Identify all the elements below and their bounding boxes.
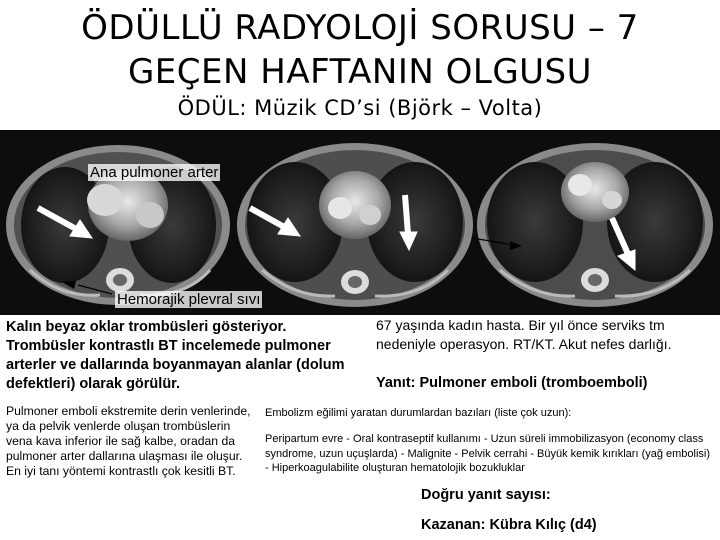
slide-subtitle: GEÇEN HAFTANIN OLGUSU [127, 52, 593, 92]
ct-slice-2 [237, 143, 473, 307]
winner-text: Kazanan: Kübra Kılıç (d4) [421, 517, 597, 533]
answer-text: Yanıt: Pulmoner emboli (tromboemboli) [376, 375, 648, 391]
label-hemorrhagic-pleural-fluid: Hemorajik plevral sıvı [117, 291, 261, 308]
risk-list: Peripartum evre - Oral kontraseptif kullanımı - Uzun süreli immobilizasyon (economy class syndrome, uzun uçuşlarda) - Malignite - Pelvik cerrahi - Büyük kemik kırıkları (yağ embolisi) - Hiperkoagulabilite oluşturan hematolojik bozukluklar [265, 433, 711, 474]
correct-answer-count: Doğru yanıt sayısı: [421, 487, 551, 503]
ct-images-svg [0, 130, 720, 315]
slide-title: ÖDÜLLÜ RADYOLOJİ SORUSU – 7 [81, 8, 639, 48]
label-main-pulmonary-artery: Ana pulmoner arter [90, 164, 219, 181]
ct-slice-3 [477, 143, 713, 307]
case-history: 67 yaşında kadın hasta. Bir yıl önce serviks tm nedeniyle operasyon. RT/KT. Akut nefes darlığı. [376, 317, 672, 352]
explanation-text: Pulmoner emboli ekstremite derin venlerinde, ya da pelvik venlerde oluşan trombüslerin vena kava inferior ile sağ kalbe, oradan da pulmoner arter dallarına ulaşması ile oluşur. En iyi tanı yöntemi kontrastlı çok kesitli BT. [6, 404, 251, 478]
ct-image-strip [0, 130, 720, 315]
findings-text: Kalın beyaz oklar trombüsleri gösteriyor. Trombüsler kontrastlı BT incelemede pulmoner arterler ve dallarında boyanmayan alanlar (dolum defektleri) olarak görülür. [6, 319, 345, 392]
award-line: ÖDÜL: Müzik CD’si (Björk – Volta) [177, 96, 543, 120]
risk-heading: Embolizm eğilimi yaratan durumlardan bazıları (liste çok uzun): [265, 407, 572, 419]
